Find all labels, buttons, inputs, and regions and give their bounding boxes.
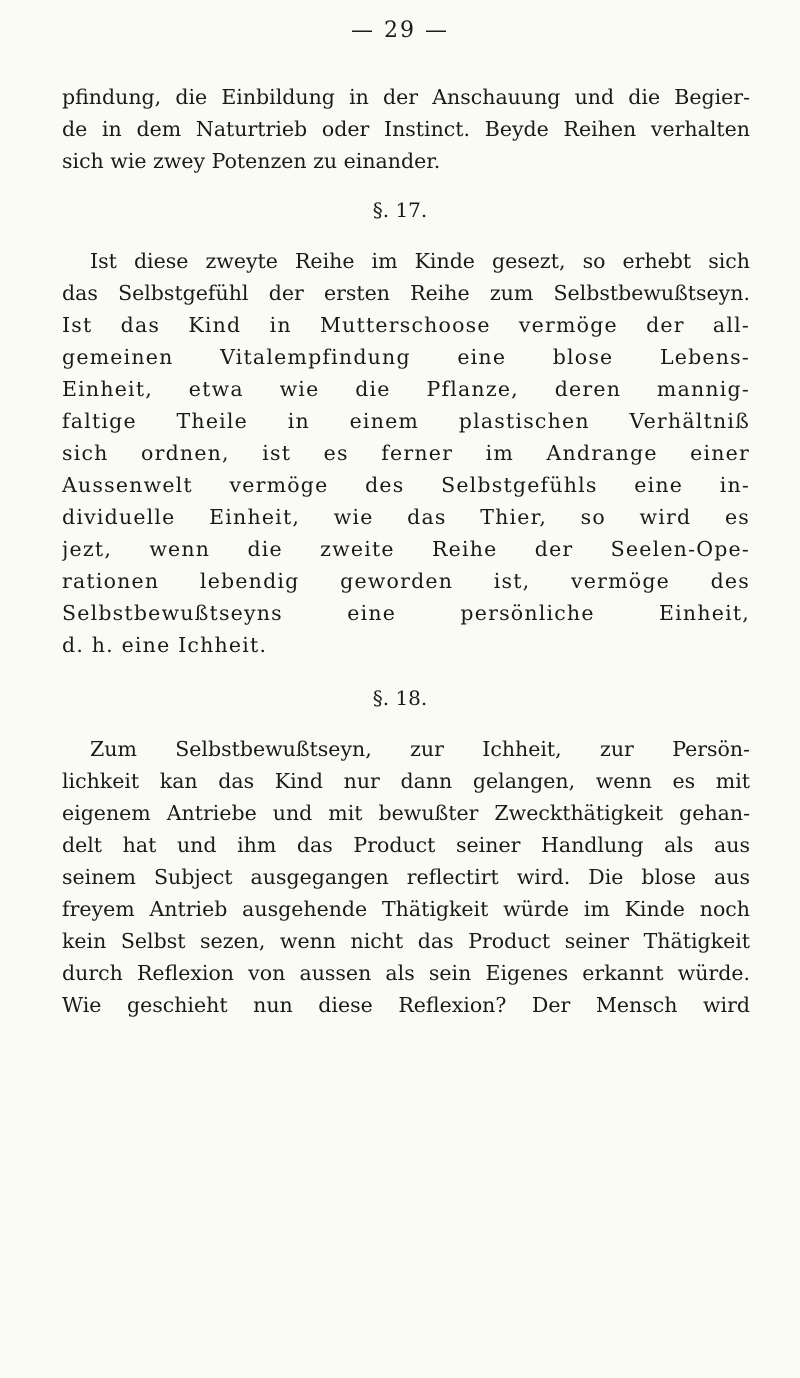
paragraph1-line-3: sich wie zwey Potenzen zu einander. <box>62 149 441 173</box>
section17-line-2: das Selbstgefühl der ersten Reihe zum Selbstbewußtseyn. <box>62 281 750 305</box>
section-18-heading: §. 18. <box>372 686 428 710</box>
section17-line-8: Aussenwelt vermöge des Selbstgefühls eine in- <box>62 473 750 497</box>
section17-line-7: sich ordnen, ist es ferner im Andrange einer <box>62 441 750 465</box>
section18-line-7: kein Selbst sezen, wenn nicht das Product seiner Thätigkeit <box>62 929 750 953</box>
section17-line-11: rationen lebendig geworden ist, vermöge des <box>62 569 750 593</box>
section18-line-5: seinem Subject ausgegangen reflectirt wird. Die blose aus <box>62 865 750 889</box>
section18-line-3: eigenem Antriebe und mit bewußter Zweckthätigkeit gehan- <box>62 801 750 825</box>
section18-line-9: Wie geschieht nun diese Reflexion? Der Mensch wird <box>62 993 750 1017</box>
section17-line-6: faltige Theile in einem plastischen Verhältniß <box>62 409 750 433</box>
section18-line-2: lichkeit kan das Kind nur dann gelangen, wenn es mit <box>62 769 750 793</box>
section18-line-8: durch Reflexion von aussen als sein Eigenes erkannt würde. <box>62 961 750 985</box>
section17-line-4: gemeinen Vitalempfindung eine blose Lebens- <box>62 345 750 369</box>
paragraph1-line-2: de in dem Naturtrieb oder Instinct. Beyde Reihen verhalten <box>62 117 750 141</box>
section18-line-1: Zum Selbstbewußtseyn, zur Ichheit, zur Persön- <box>90 737 750 761</box>
section-17-heading: §. 17. <box>372 198 428 222</box>
section17-line-5: Einheit, etwa wie die Pflanze, deren mannig- <box>62 377 750 401</box>
section17-line-12: Selbstbewußtseyns eine persönliche Einheit, <box>62 601 750 625</box>
paragraph1-line-1: pfindung, die Einbildung in der Anschauung und die Begier- <box>62 85 750 109</box>
section18-line-4: delt hat und ihm das Product seiner Handlung als aus <box>62 833 750 857</box>
section17-line-10: jezt, wenn die zweite Reihe der Seelen-Ope- <box>62 537 750 561</box>
section17-line-13: d. h. eine Ichheit. <box>62 633 268 657</box>
section17-line-9: dividuelle Einheit, wie das Thier, so wird es <box>62 505 750 529</box>
section17-line-1: Ist diese zweyte Reihe im Kinde gesezt, so erhebt sich <box>90 249 750 273</box>
section18-line-6: freyem Antrieb ausgehende Thätigkeit würde im Kinde noch <box>62 897 750 921</box>
page-number-header: — 29 — <box>351 18 449 43</box>
section17-line-3: Ist das Kind in Mutterschoose vermöge der all- <box>62 313 750 337</box>
